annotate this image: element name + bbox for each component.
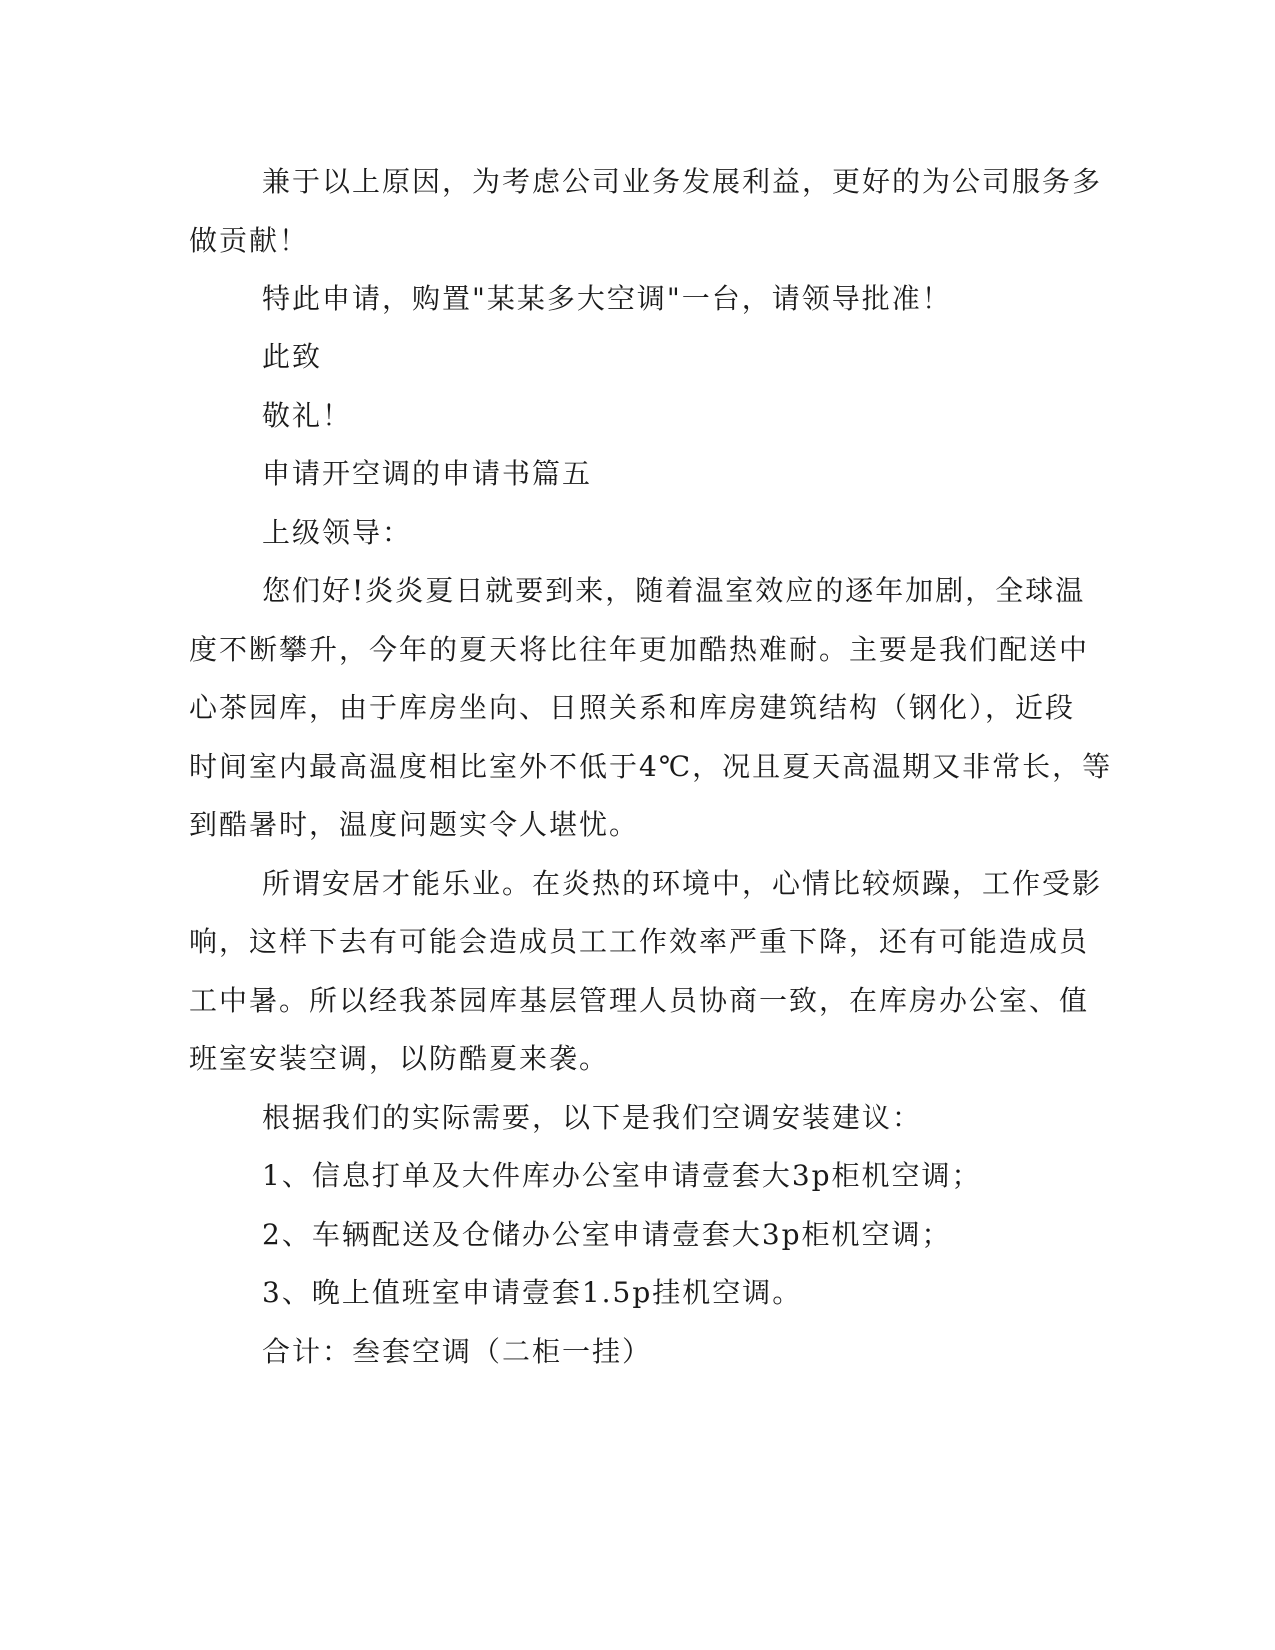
paragraph-line: 班室安装空调，以防酷夏来袭。 bbox=[189, 1042, 610, 1075]
paragraph-line: 度不断攀升，今年的夏天将比往年更加酷热难耐。主要是我们配送中 bbox=[189, 633, 1090, 666]
list-item: 1、信息打单及大件库办公室申请壹套大3p柜机空调； bbox=[262, 1159, 982, 1192]
total-line: 合计：叁套空调（二柜一挂） bbox=[262, 1335, 653, 1368]
paragraph-line: 响，这样下去有可能会造成员工工作效率严重下降，还有可能造成员 bbox=[189, 925, 1090, 958]
paragraph-line: 心茶园库，由于库房坐向、日照关系和库房建筑结构（钢化），近段 bbox=[189, 691, 1076, 724]
closing-line: 此致 bbox=[262, 340, 323, 373]
list-item: 2、车辆配送及仓储办公室申请壹套大3p柜机空调； bbox=[262, 1218, 952, 1251]
list-item: 3、晚上值班室申请壹套1.5p挂机空调。 bbox=[262, 1276, 803, 1309]
paragraph-line: 您们好!炎炎夏日就要到来，随着温室效应的逐年加剧，全球温 bbox=[262, 574, 1086, 607]
paragraph-line: 时间室内最高温度相比室外不低于4℃，况且夏天高温期又非常长，等 bbox=[189, 750, 1113, 783]
closing-line: 敬礼！ bbox=[262, 399, 353, 432]
section-title: 申请开空调的申请书篇五 bbox=[262, 457, 593, 490]
paragraph-line: 特此申请，购置"某某多大空调"一台，请领导批准！ bbox=[262, 282, 952, 315]
paragraph-line: 做贡献！ bbox=[189, 224, 310, 257]
salutation: 上级领导： bbox=[262, 516, 413, 549]
paragraph-line: 工中暑。所以经我茶园库基层管理人员协商一致，在库房办公室、值 bbox=[189, 984, 1090, 1017]
paragraph-line: 到酷暑时，温度问题实令人堪忧。 bbox=[189, 808, 640, 841]
paragraph-line: 根据我们的实际需要，以下是我们空调安装建议： bbox=[262, 1101, 923, 1134]
paragraph-line: 兼于以上原因，为考虑公司业务发展利益，更好的为公司服务多 bbox=[262, 165, 1103, 198]
paragraph-line: 所谓安居才能乐业。在炎热的环境中，心情比较烦躁，工作受影 bbox=[262, 867, 1103, 900]
